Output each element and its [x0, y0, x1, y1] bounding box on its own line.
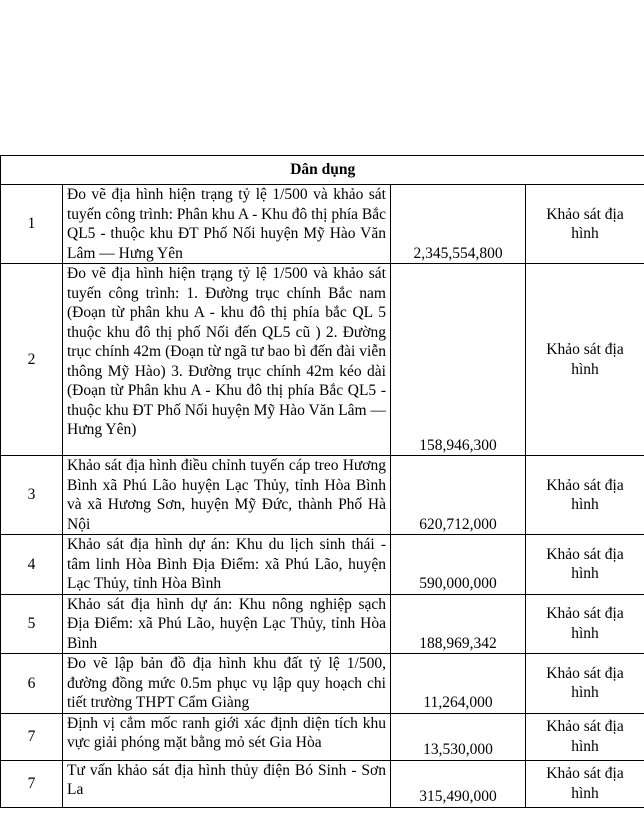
table-row: [1, 654, 644, 714]
row-number: 5: [1, 594, 63, 654]
row-number: 4: [1, 535, 63, 595]
contract-amount: 13,530,000: [391, 713, 526, 760]
table-row: [1, 264, 644, 456]
work-category: Khảo sát địa hình: [526, 654, 644, 714]
section-heading-row: [1, 156, 644, 185]
project-description: Khảo sát địa hình dự án: Khu nông nghiệp sạch Địa Điểm: xã Phú Lão, huyện Lạc Thủy, tỉnh Hòa Bình: [63, 594, 391, 654]
project-description: Tư vấn khảo sát địa hình thủy điện Bó Sinh - Sơn La: [63, 760, 391, 807]
row-number: 6: [1, 654, 63, 714]
project-description: Khảo sát địa hình điều chỉnh tuyến cáp treo Hương Bình xã Phú Lão huyện Lạc Thủy, tỉnh Hòa Bình và xã Hương Sơn, huyện Mỹ Đức, thành Phố Hà Nội: [63, 456, 391, 535]
project-table: [0, 155, 644, 808]
contract-amount: 315,490,000: [391, 760, 526, 807]
project-description: Khảo sát địa hình dự án: Khu du lịch sinh thái - tâm linh Hòa Bình Địa Điểm: xã Phú Lão, huyện Lạc Thủy, tỉnh Hòa Bình: [63, 535, 391, 595]
work-category: Khảo sát địa hình: [526, 264, 644, 456]
contract-amount: 590,000,000: [391, 535, 526, 595]
section-heading: Dân dụng: [1, 156, 644, 185]
project-description: Đo vẽ địa hình hiện trạng tỷ lệ 1/500 và khảo sát tuyến công trình: 1. Đường trục chính Bắc nam (Đoạn từ phân khu A - khu đô thị phía bắc QL 5 thuộc khu đô thị phố Nối đến QL5 cũ ) 2. Đường trục chính 42m (Đoạn từ ngã tư bao bì đến đài viễn thông Mỹ Hào) 3. Đường trục chính 42m kéo dài (Đoạn từ Phân khu A - Khu đô thị phía Bắc QL5 - thuộc khu ĐT Phố Nối huyện Mỹ Hào Văn Lâm — Hưng Yên): [63, 264, 391, 456]
work-category: Khảo sát địa hình: [526, 760, 644, 807]
project-description: Định vị cắm mốc ranh giới xác định diện tích khu vực giải phóng mặt bằng mỏ sét Gia Hòa: [63, 713, 391, 760]
work-category: Khảo sát địa hình: [526, 456, 644, 535]
work-category: Khảo sát địa hình: [526, 594, 644, 654]
contract-amount: 2,345,554,800: [391, 185, 526, 264]
project-table-container: [0, 155, 644, 808]
row-number: 7: [1, 713, 63, 760]
work-category: Khảo sát địa hình: [526, 713, 644, 760]
contract-amount: 158,946,300: [391, 264, 526, 456]
project-description: Đo vẽ địa hình hiện trạng tỷ lệ 1/500 và khảo sát tuyến công trình: Phân khu A - Khu đô thị phía Bắc QL5 - thuộc khu ĐT Phố Nối huyện Mỹ Hào Văn Lâm — Hưng Yên: [63, 185, 391, 264]
table-row: [1, 594, 644, 654]
table-row: [1, 760, 644, 807]
work-category: Khảo sát địa hình: [526, 185, 644, 264]
row-number: 2: [1, 264, 63, 456]
contract-amount: 188,969,342: [391, 594, 526, 654]
row-number: 1: [1, 185, 63, 264]
contract-amount: 620,712,000: [391, 456, 526, 535]
table-row: [1, 456, 644, 535]
row-number: 7: [1, 760, 63, 807]
work-category: Khảo sát địa hình: [526, 535, 644, 595]
table-row: [1, 713, 644, 760]
project-description: Đo vẽ lập bản đồ địa hình khu đất tỷ lệ 1/500, đường đồng mức 0.5m phục vụ lập quy hoạch chi tiết trường THPT Cẩm Giàng: [63, 654, 391, 714]
table-row: [1, 535, 644, 595]
contract-amount: 11,264,000: [391, 654, 526, 714]
row-number: 3: [1, 456, 63, 535]
table-row: [1, 185, 644, 264]
